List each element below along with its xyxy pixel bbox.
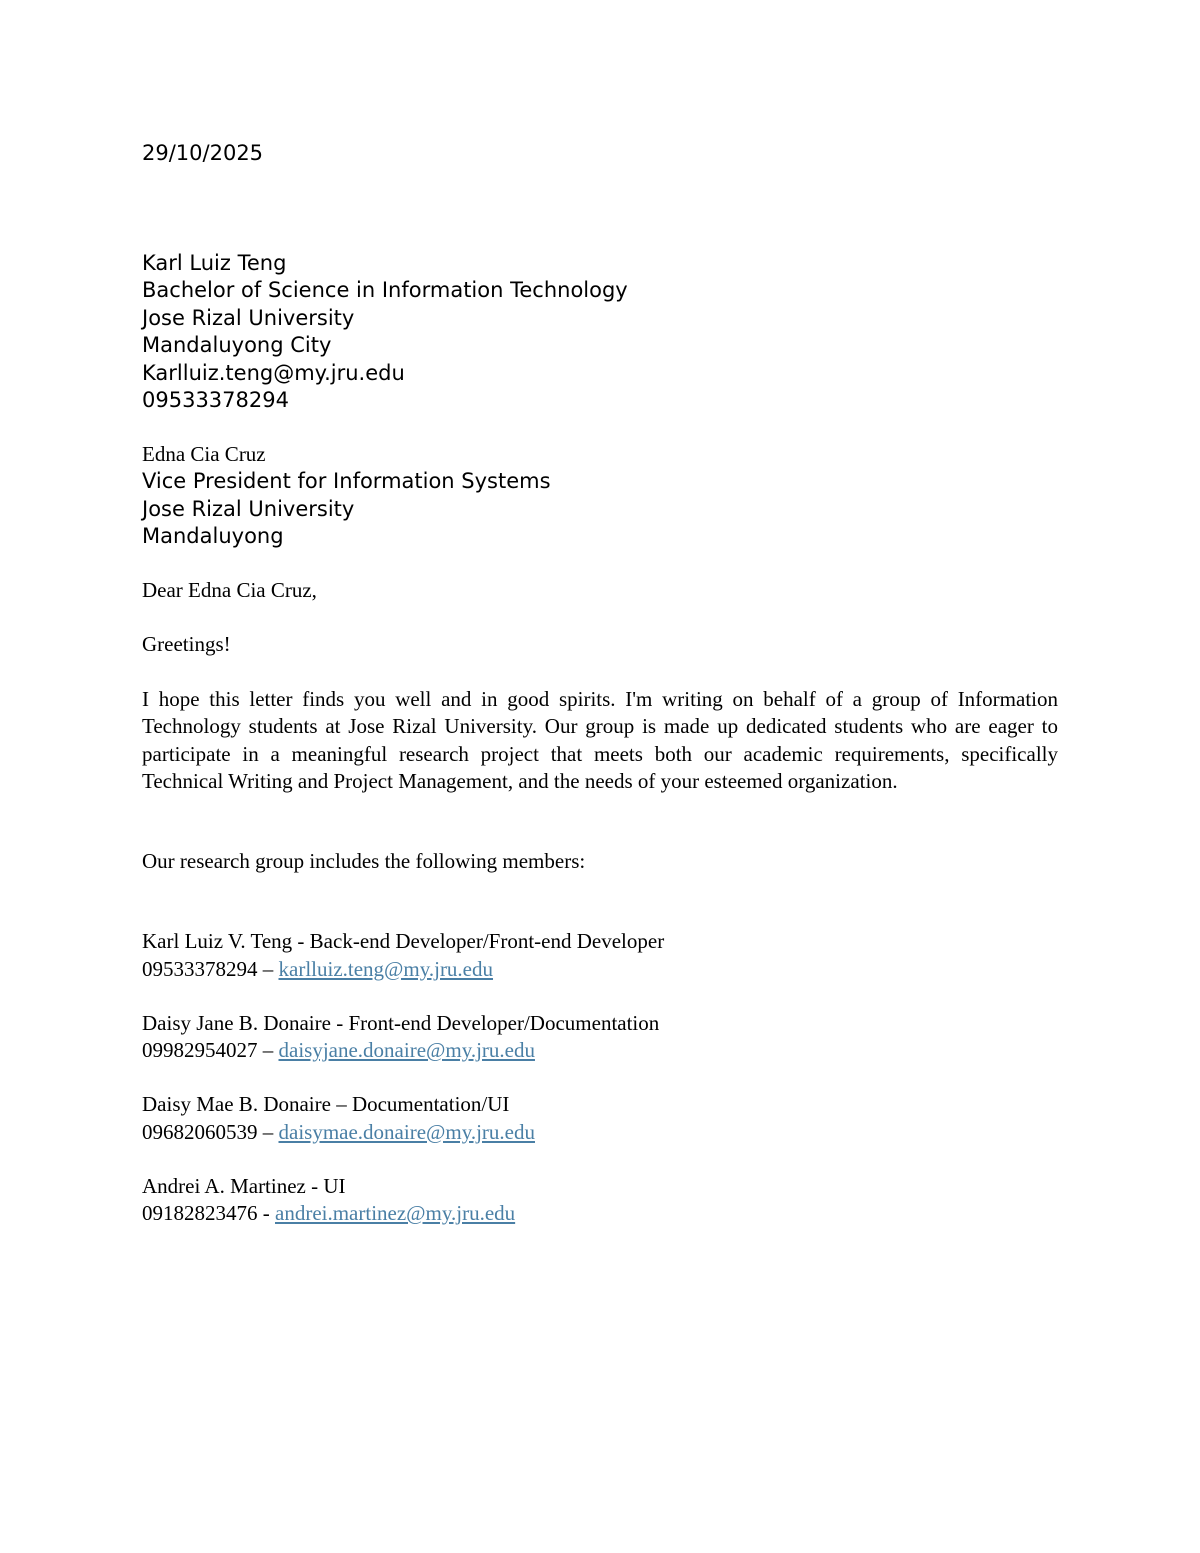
recipient-city: Mandaluyong	[142, 524, 284, 548]
letter-content	[142, 140, 1058, 1254]
sender-program: Bachelor of Science in Information Technology	[142, 278, 628, 302]
recipient-name: Edna Cia Cruz	[142, 441, 266, 466]
letter-date: 29/10/2025	[142, 141, 264, 165]
member-contact	[142, 1119, 1058, 1147]
member-contact	[142, 1037, 1058, 1065]
member-item	[142, 928, 1058, 983]
sender-city: Mandaluyong City	[142, 333, 332, 357]
member-name-role: Daisy Jane B. Donaire - Front-end Developer/Documentation	[142, 1010, 660, 1035]
member-contact	[142, 1200, 1058, 1228]
sender-name: Karl Luiz Teng	[142, 250, 287, 275]
member-name-role: Andrei A. Martinez - UI	[142, 1173, 346, 1198]
recipient-block	[142, 441, 1058, 551]
recipient-title: Vice President for Information Systems	[142, 469, 551, 493]
sender-phone: 09533378294	[142, 388, 289, 412]
member-email-link[interactable]: karlluiz.teng@my.jru.edu	[278, 956, 494, 981]
sender-block	[142, 250, 1058, 415]
member-phone: 09182823476 -	[142, 1201, 275, 1225]
member-phone: 09682060539 –	[142, 1119, 279, 1144]
member-name-role: Daisy Mae B. Donaire – Documentation/UI	[142, 1092, 510, 1116]
member-phone: 09533378294 –	[142, 956, 279, 981]
member-contact	[142, 956, 1058, 984]
member-item	[142, 1173, 1058, 1228]
member-item	[142, 1010, 1058, 1065]
member-email-link[interactable]: daisyjane.donaire@my.jru.edu	[278, 1038, 535, 1062]
member-email-link[interactable]: daisymae.donaire@my.jru.edu	[278, 1119, 535, 1144]
sender-university: Jose Rizal University	[142, 305, 355, 330]
recipient-university: Jose Rizal University	[142, 496, 355, 521]
body-paragraph: I hope this letter finds you well and in good spirits. I'm writing on behalf of a group of Information Technology students at Jose Rizal University. Our group is made up dedicated students who are eager to participate in a meaningful research project that meets both our academic requirements, specifically Technical Writing and Project Management, and the needs of your esteemed organization.	[142, 686, 1058, 793]
greeting: Greetings!	[142, 632, 231, 656]
member-phone: 09982954027 –	[142, 1038, 279, 1062]
member-email-link[interactable]: andrei.martinez@my.jru.edu	[275, 1201, 516, 1225]
sender-email: Karlluiz.teng@my.jru.edu	[142, 360, 405, 385]
salutation: Dear Edna Cia Cruz,	[142, 577, 317, 602]
members-intro: Our research group includes the following members:	[142, 848, 586, 873]
member-name-role: Karl Luiz V. Teng - Back-end Developer/Front-end Developer	[142, 929, 665, 953]
member-item	[142, 1091, 1058, 1146]
members-list	[142, 928, 1058, 1228]
